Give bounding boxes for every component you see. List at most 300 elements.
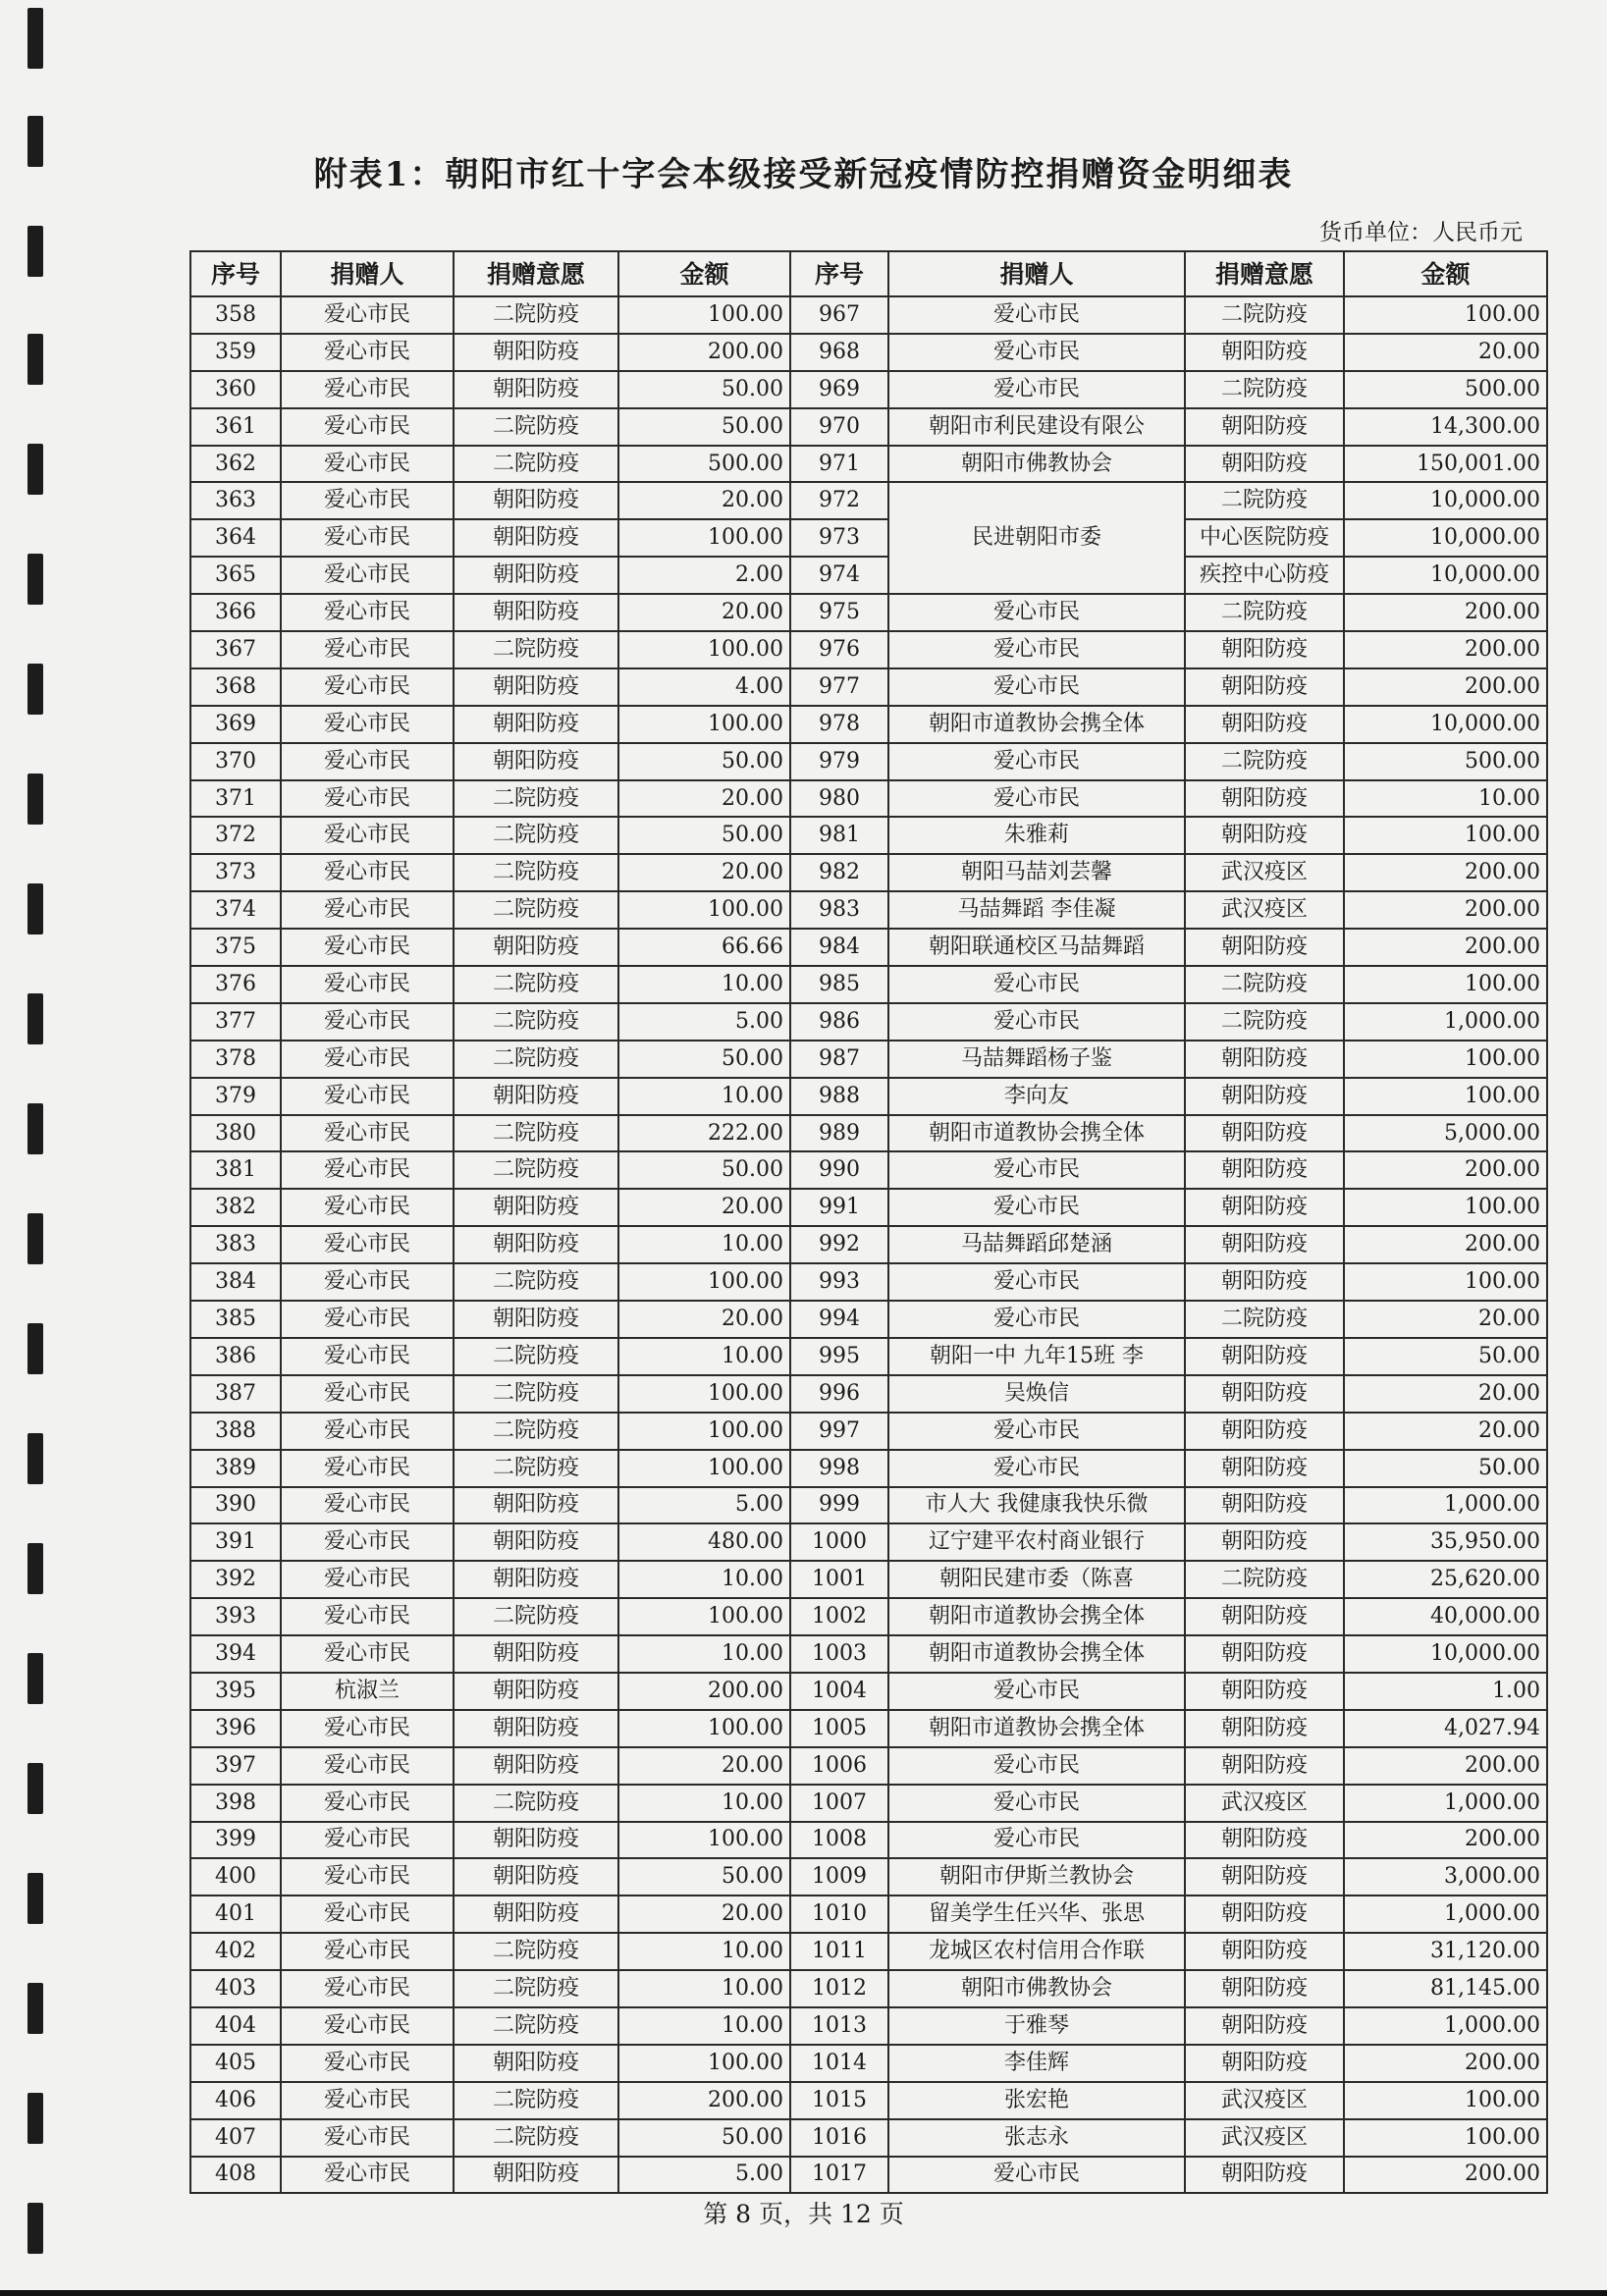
donor-cell: 爱心市民	[281, 1041, 454, 1078]
purpose-cell: 朝阳防疫	[1185, 1338, 1344, 1375]
amount-cell: 10.00	[618, 1970, 790, 2007]
seq-cell: 996	[790, 1375, 888, 1413]
seq-cell: 973	[790, 519, 888, 557]
amount-cell: 100.00	[1344, 1041, 1547, 1078]
purpose-cell: 朝阳防疫	[454, 557, 618, 594]
donor-cell: 爱心市民	[888, 296, 1185, 334]
table-row	[190, 1375, 1547, 1413]
purpose-cell: 朝阳防疫	[454, 1896, 618, 1933]
seq-cell: 990	[790, 1151, 888, 1189]
purpose-cell: 朝阳防疫	[1185, 446, 1344, 483]
table-row	[190, 1450, 1547, 1487]
purpose-cell: 朝阳防疫	[454, 1226, 618, 1263]
purpose-cell: 朝阳防疫	[1185, 1710, 1344, 1747]
purpose-cell: 武汉疫区	[1185, 891, 1344, 929]
amount-cell: 200.00	[1344, 1226, 1547, 1263]
donor-cell: 爱心市民	[888, 1189, 1185, 1226]
table-row	[190, 2045, 1547, 2082]
seq-cell: 1014	[790, 2045, 888, 2082]
purpose-cell: 二院防疫	[454, 854, 618, 891]
table-row	[190, 631, 1547, 668]
amount-cell: 100.00	[618, 296, 790, 334]
amount-cell: 100.00	[618, 1710, 790, 1747]
donor-cell: 爱心市民	[281, 1003, 454, 1041]
donor-cell: 爱心市民	[281, 706, 454, 743]
donation-table	[189, 250, 1548, 2194]
seq-cell: 373	[190, 854, 281, 891]
binder-hole	[27, 1103, 43, 1154]
amount-cell: 100.00	[618, 1450, 790, 1487]
donor-cell: 爱心市民	[281, 334, 454, 371]
seq-cell: 977	[790, 668, 888, 706]
amount-cell: 100.00	[1344, 2119, 1547, 2157]
donor-cell: 龙城区农村信用合作联	[888, 1933, 1185, 1970]
donor-cell: 爱心市民	[888, 594, 1185, 631]
donor-cell: 爱心市民	[281, 966, 454, 1003]
donor-cell: 爱心市民	[281, 2007, 454, 2045]
purpose-cell: 朝阳防疫	[1185, 1970, 1344, 2007]
purpose-cell: 武汉疫区	[1185, 2119, 1344, 2157]
amount-cell: 50.00	[618, 2119, 790, 2157]
seq-cell: 1015	[790, 2082, 888, 2119]
purpose-cell: 二院防疫	[454, 817, 618, 854]
amount-cell: 10.00	[618, 1561, 790, 1598]
seq-cell: 1001	[790, 1561, 888, 1598]
amount-cell: 100.00	[618, 1822, 790, 1859]
seq-cell: 1010	[790, 1896, 888, 1933]
purpose-cell: 朝阳防疫	[454, 1747, 618, 1785]
amount-cell: 20.00	[1344, 1301, 1547, 1338]
table-row	[190, 929, 1547, 966]
seq-cell: 1008	[790, 1822, 888, 1859]
seq-cell: 969	[790, 371, 888, 408]
seq-cell: 1006	[790, 1747, 888, 1785]
amount-cell: 4,027.94	[1344, 1710, 1547, 1747]
purpose-cell: 二院防疫	[1185, 296, 1344, 334]
purpose-cell: 朝阳防疫	[1185, 1896, 1344, 1933]
table-row	[190, 2157, 1547, 2194]
purpose-cell: 二院防疫	[454, 1375, 618, 1413]
amount-cell: 1,000.00	[1344, 1487, 1547, 1524]
table-row	[190, 1151, 1547, 1189]
amount-cell: 10.00	[1344, 780, 1547, 818]
amount-cell: 20.00	[618, 482, 790, 519]
amount-cell: 50.00	[1344, 1338, 1547, 1375]
donor-cell: 朝阳一中 九年15班 李	[888, 1338, 1185, 1375]
donor-cell: 马喆舞蹈 李佳凝	[888, 891, 1185, 929]
seq-cell: 377	[190, 1003, 281, 1041]
donor-cell: 爱心市民	[888, 1263, 1185, 1301]
donor-cell: 爱心市民	[281, 1078, 454, 1115]
donor-cell: 爱心市民	[888, 668, 1185, 706]
seq-cell: 995	[790, 1338, 888, 1375]
seq-cell: 386	[190, 1338, 281, 1375]
amount-cell: 100.00	[1344, 1078, 1547, 1115]
amount-cell: 10.00	[618, 966, 790, 1003]
seq-cell: 398	[190, 1785, 281, 1822]
table-row	[190, 482, 1547, 519]
purpose-cell: 朝阳防疫	[454, 1523, 618, 1561]
amount-cell: 20.00	[1344, 1413, 1547, 1450]
table-row	[190, 1635, 1547, 1673]
table-row	[190, 1003, 1547, 1041]
purpose-cell: 朝阳防疫	[454, 2045, 618, 2082]
donor-cell: 爱心市民	[281, 1523, 454, 1561]
amount-cell: 200.00	[1344, 668, 1547, 706]
donor-cell: 爱心市民	[281, 1561, 454, 1598]
purpose-cell: 武汉疫区	[1185, 854, 1344, 891]
purpose-cell: 朝阳防疫	[454, 668, 618, 706]
donor-cell: 朝阳马喆刘芸馨	[888, 854, 1185, 891]
donor-cell: 爱心市民	[888, 371, 1185, 408]
amount-cell: 4.00	[618, 668, 790, 706]
seq-cell: 988	[790, 1078, 888, 1115]
amount-cell: 20.00	[1344, 334, 1547, 371]
purpose-cell: 朝阳防疫	[1185, 1189, 1344, 1226]
table-row	[190, 891, 1547, 929]
purpose-cell: 二院防疫	[454, 1003, 618, 1041]
table-row	[190, 446, 1547, 483]
table-row	[190, 408, 1547, 446]
donor-cell: 朝阳市伊斯兰教协会	[888, 1858, 1185, 1896]
header-seq-right: 序号	[790, 251, 888, 296]
seq-cell: 984	[790, 929, 888, 966]
donor-cell: 朝阳市道教协会携全体	[888, 1115, 1185, 1152]
amount-cell: 100.00	[1344, 1263, 1547, 1301]
donor-cell: 爱心市民	[281, 1189, 454, 1226]
amount-cell: 1,000.00	[1344, 2007, 1547, 2045]
purpose-cell: 朝阳防疫	[454, 482, 618, 519]
purpose-cell: 二院防疫	[1185, 1003, 1344, 1041]
purpose-cell: 二院防疫	[454, 1450, 618, 1487]
binder-hole	[27, 334, 43, 385]
amount-cell: 31,120.00	[1344, 1933, 1547, 1970]
seq-cell: 402	[190, 1933, 281, 1970]
amount-cell: 10,000.00	[1344, 1635, 1547, 1673]
amount-cell: 100.00	[618, 1598, 790, 1635]
seq-cell: 399	[190, 1822, 281, 1859]
table-row	[190, 1785, 1547, 1822]
amount-cell: 200.00	[1344, 631, 1547, 668]
seq-cell: 1000	[790, 1523, 888, 1561]
donor-cell: 爱心市民	[281, 2119, 454, 2157]
amount-cell: 500.00	[1344, 371, 1547, 408]
seq-cell: 391	[190, 1523, 281, 1561]
seq-cell: 385	[190, 1301, 281, 1338]
seq-cell: 1011	[790, 1933, 888, 1970]
amount-cell: 20.00	[1344, 1375, 1547, 1413]
amount-cell: 10.00	[618, 1078, 790, 1115]
amount-cell: 100.00	[618, 2045, 790, 2082]
amount-cell: 100.00	[618, 1413, 790, 1450]
table-row	[190, 1710, 1547, 1747]
binder-hole	[27, 1653, 43, 1704]
table-row	[190, 1115, 1547, 1152]
seq-cell: 1016	[790, 2119, 888, 2157]
purpose-cell: 朝阳防疫	[454, 2157, 618, 2194]
amount-cell: 1.00	[1344, 1673, 1547, 1710]
seq-cell: 362	[190, 446, 281, 483]
amount-cell: 66.66	[618, 929, 790, 966]
donor-cell: 爱心市民	[281, 296, 454, 334]
seq-cell: 400	[190, 1858, 281, 1896]
seq-cell: 372	[190, 817, 281, 854]
donor-cell: 爱心市民	[888, 631, 1185, 668]
purpose-cell: 朝阳防疫	[454, 706, 618, 743]
seq-cell: 971	[790, 446, 888, 483]
table-row	[190, 817, 1547, 854]
donor-cell: 爱心市民	[888, 1785, 1185, 1822]
table-row	[190, 780, 1547, 818]
table-row	[190, 2082, 1547, 2119]
table-row	[190, 1338, 1547, 1375]
purpose-cell: 二院防疫	[454, 1151, 618, 1189]
seq-cell: 1007	[790, 1785, 888, 1822]
amount-cell: 10.00	[618, 1635, 790, 1673]
seq-cell: 1002	[790, 1598, 888, 1635]
purpose-cell: 二院防疫	[454, 780, 618, 818]
purpose-cell: 朝阳防疫	[454, 371, 618, 408]
amount-cell: 50.00	[618, 1041, 790, 1078]
purpose-cell: 朝阳防疫	[1185, 1747, 1344, 1785]
donor-cell: 爱心市民	[888, 334, 1185, 371]
amount-cell: 100.00	[1344, 2082, 1547, 2119]
header-amount-left: 金额	[618, 251, 790, 296]
purpose-cell: 朝阳防疫	[1185, 1375, 1344, 1413]
amount-cell: 20.00	[618, 1747, 790, 1785]
table-row	[190, 706, 1547, 743]
donor-cell: 朝阳市道教协会携全体	[888, 706, 1185, 743]
bottom-edge	[0, 2290, 1607, 2296]
seq-cell: 972	[790, 482, 888, 519]
purpose-cell: 朝阳防疫	[1185, 1450, 1344, 1487]
purpose-cell: 朝阳防疫	[454, 1561, 618, 1598]
seq-cell: 366	[190, 594, 281, 631]
donor-cell: 朝阳市道教协会携全体	[888, 1635, 1185, 1673]
amount-cell: 1,000.00	[1344, 1003, 1547, 1041]
donor-cell: 爱心市民	[281, 519, 454, 557]
donor-cell: 爱心市民	[281, 780, 454, 818]
seq-cell: 1003	[790, 1635, 888, 1673]
purpose-cell: 朝阳防疫	[1185, 334, 1344, 371]
donor-cell: 爱心市民	[281, 1338, 454, 1375]
donor-cell: 爱心市民	[888, 966, 1185, 1003]
amount-cell: 50.00	[618, 408, 790, 446]
seq-cell: 393	[190, 1598, 281, 1635]
donor-cell: 爱心市民	[281, 1151, 454, 1189]
amount-cell: 20.00	[618, 1189, 790, 1226]
seq-cell: 363	[190, 482, 281, 519]
amount-cell: 200.00	[1344, 1747, 1547, 1785]
seq-cell: 364	[190, 519, 281, 557]
binder-hole	[27, 444, 43, 495]
donor-cell: 爱心市民	[281, 668, 454, 706]
seq-cell: 1012	[790, 1970, 888, 2007]
amount-cell: 5.00	[618, 2157, 790, 2194]
donor-cell: 朱雅莉	[888, 817, 1185, 854]
currency-unit-note: 货币单位：人民币元	[1319, 220, 1523, 245]
seq-cell: 992	[790, 1226, 888, 1263]
seq-cell: 994	[790, 1301, 888, 1338]
purpose-cell: 朝阳防疫	[1185, 706, 1344, 743]
donor-cell: 留美学生任兴华、张思	[888, 1896, 1185, 1933]
purpose-cell: 朝阳防疫	[454, 1822, 618, 1859]
amount-cell: 100.00	[618, 1263, 790, 1301]
seq-cell: 993	[790, 1263, 888, 1301]
amount-cell: 50.00	[618, 1858, 790, 1896]
binder-hole	[27, 1433, 43, 1484]
seq-cell: 997	[790, 1413, 888, 1450]
amount-cell: 10,000.00	[1344, 482, 1547, 519]
amount-cell: 50.00	[618, 817, 790, 854]
table-row	[190, 1673, 1547, 1710]
purpose-cell: 朝阳防疫	[454, 1487, 618, 1524]
amount-cell: 500.00	[1344, 743, 1547, 780]
donor-cell: 爱心市民	[888, 1450, 1185, 1487]
amount-cell: 5,000.00	[1344, 1115, 1547, 1152]
table-row	[190, 1896, 1547, 1933]
purpose-cell: 二院防疫	[454, 408, 618, 446]
donor-cell: 吴焕信	[888, 1375, 1185, 1413]
seq-cell: 392	[190, 1561, 281, 1598]
donor-cell: 爱心市民	[281, 557, 454, 594]
table-row	[190, 1413, 1547, 1450]
header-amount-right: 金额	[1344, 251, 1547, 296]
table-row	[190, 1933, 1547, 1970]
amount-cell: 3,000.00	[1344, 1858, 1547, 1896]
table-row	[190, 966, 1547, 1003]
purpose-cell: 二院防疫	[454, 1413, 618, 1450]
table-row	[190, 668, 1547, 706]
purpose-cell: 二院防疫	[454, 891, 618, 929]
amount-cell: 25,620.00	[1344, 1561, 1547, 1598]
donor-cell: 爱心市民	[281, 1487, 454, 1524]
amount-cell: 100.00	[618, 519, 790, 557]
amount-cell: 81,145.00	[1344, 1970, 1547, 2007]
seq-cell: 406	[190, 2082, 281, 2119]
amount-cell: 100.00	[1344, 296, 1547, 334]
purpose-cell: 武汉疫区	[1185, 2082, 1344, 2119]
donor-cell: 爱心市民	[281, 1785, 454, 1822]
purpose-cell: 二院防疫	[454, 1933, 618, 1970]
purpose-cell: 二院防疫	[1185, 482, 1344, 519]
binder-hole	[27, 1983, 43, 2034]
amount-cell: 10.00	[618, 1785, 790, 1822]
donor-cell: 朝阳联通校区马喆舞蹈	[888, 929, 1185, 966]
seq-cell: 370	[190, 743, 281, 780]
donor-cell: 爱心市民	[281, 1710, 454, 1747]
seq-cell: 976	[790, 631, 888, 668]
header-donor-right: 捐赠人	[888, 251, 1185, 296]
donor-cell: 爱心市民	[281, 1226, 454, 1263]
amount-cell: 20.00	[618, 1896, 790, 1933]
purpose-cell: 朝阳防疫	[454, 334, 618, 371]
donor-cell: 爱心市民	[281, 1413, 454, 1450]
purpose-cell: 朝阳防疫	[1185, 668, 1344, 706]
donor-cell: 爱心市民	[281, 1115, 454, 1152]
seq-cell: 371	[190, 780, 281, 818]
table-row	[190, 1078, 1547, 1115]
table-row	[190, 1487, 1547, 1524]
donor-cell: 于雅琴	[888, 2007, 1185, 2045]
amount-cell: 20.00	[618, 854, 790, 891]
purpose-cell: 朝阳防疫	[1185, 1523, 1344, 1561]
table-row	[190, 334, 1547, 371]
donor-cell: 爱心市民	[281, 2157, 454, 2194]
table-row	[190, 1041, 1547, 1078]
table-row	[190, 1598, 1547, 1635]
purpose-cell: 朝阳防疫	[1185, 1041, 1344, 1078]
donor-cell: 爱心市民	[888, 1003, 1185, 1041]
donor-cell: 爱心市民	[888, 1822, 1185, 1859]
purpose-cell: 二院防疫	[454, 1785, 618, 1822]
purpose-cell: 二院防疫	[454, 1970, 618, 2007]
table-row	[190, 854, 1547, 891]
purpose-cell: 朝阳防疫	[454, 743, 618, 780]
seq-cell: 375	[190, 929, 281, 966]
table-row	[190, 594, 1547, 631]
header-purpose-right: 捐赠意愿	[1185, 251, 1344, 296]
amount-cell: 200.00	[1344, 594, 1547, 631]
seq-cell: 384	[190, 1263, 281, 1301]
purpose-cell: 二院防疫	[454, 446, 618, 483]
amount-cell: 200.00	[1344, 929, 1547, 966]
purpose-cell: 朝阳防疫	[454, 594, 618, 631]
amount-cell: 40,000.00	[1344, 1598, 1547, 1635]
seq-cell: 967	[790, 296, 888, 334]
donor-cell: 朝阳市利民建设有限公	[888, 408, 1185, 446]
binder-hole	[27, 8, 43, 69]
seq-cell: 397	[190, 1747, 281, 1785]
seq-cell: 968	[790, 334, 888, 371]
purpose-cell: 二院防疫	[454, 631, 618, 668]
donor-cell: 爱心市民	[281, 371, 454, 408]
seq-cell: 999	[790, 1487, 888, 1524]
purpose-cell: 二院防疫	[454, 296, 618, 334]
header-donor-left: 捐赠人	[281, 251, 454, 296]
donor-cell: 朝阳市佛教协会	[888, 446, 1185, 483]
purpose-cell: 朝阳防疫	[1185, 1078, 1344, 1115]
amount-cell: 1,000.00	[1344, 1785, 1547, 1822]
purpose-cell: 二院防疫	[1185, 743, 1344, 780]
donor-cell: 爱心市民	[281, 1970, 454, 2007]
donor-cell: 爱心市民	[281, 854, 454, 891]
purpose-cell: 朝阳防疫	[1185, 1487, 1344, 1524]
donor-cell: 朝阳市道教协会携全体	[888, 1710, 1185, 1747]
binder-hole	[27, 993, 43, 1044]
donor-cell: 李佳辉	[888, 2045, 1185, 2082]
seq-cell: 396	[190, 1710, 281, 1747]
seq-cell: 982	[790, 854, 888, 891]
purpose-cell: 二院防疫	[1185, 1301, 1344, 1338]
seq-cell: 974	[790, 557, 888, 594]
donor-cell: 爱心市民	[281, 1747, 454, 1785]
seq-cell: 407	[190, 2119, 281, 2157]
seq-cell: 360	[190, 371, 281, 408]
seq-cell: 359	[190, 334, 281, 371]
amount-cell: 100.00	[618, 891, 790, 929]
seq-cell: 390	[190, 1487, 281, 1524]
table-row	[190, 1747, 1547, 1785]
purpose-cell: 朝阳防疫	[454, 1078, 618, 1115]
donor-cell: 朝阳民建市委（陈喜	[888, 1561, 1185, 1598]
donor-cell: 爱心市民	[281, 408, 454, 446]
seq-cell: 998	[790, 1450, 888, 1487]
purpose-cell: 朝阳防疫	[1185, 780, 1344, 818]
amount-cell: 200.00	[618, 1673, 790, 1710]
donor-cell: 爱心市民	[281, 891, 454, 929]
purpose-cell: 朝阳防疫	[454, 1189, 618, 1226]
